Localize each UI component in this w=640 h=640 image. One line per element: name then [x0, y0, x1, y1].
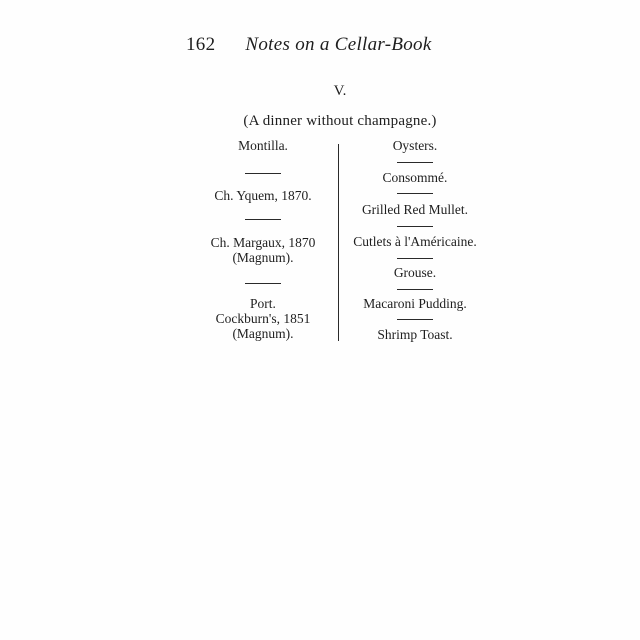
wine-item — [196, 296, 330, 341]
wine-item — [196, 235, 330, 265]
menu-note: (A dinner without champagne.) — [243, 113, 437, 129]
dish-separator — [397, 162, 433, 163]
page-number: 162 — [186, 34, 216, 55]
wine-item — [196, 138, 330, 153]
dish-item: Consommé. — [382, 170, 448, 185]
wine-item — [196, 188, 330, 203]
wine-separator — [245, 173, 281, 174]
book-title: Notes on a Cellar-Book — [245, 34, 432, 55]
dish-item: Macaroni Pudding. — [363, 296, 467, 311]
dish-item: Cutlets à l'Américaine. — [353, 234, 477, 249]
wine-separator — [245, 219, 281, 220]
wine-line: Port. — [250, 296, 276, 311]
running-head — [186, 34, 432, 56]
dish-separator — [397, 258, 433, 259]
wine-line: Cockburn's, 1851 — [215, 311, 311, 326]
dish-item: Shrimp Toast. — [377, 327, 453, 342]
wine-line: (Magnum). — [232, 250, 294, 265]
dish-item: Grouse. — [393, 265, 437, 280]
wine-separator — [245, 283, 281, 284]
column-divider — [338, 144, 339, 341]
dish-item: Oysters. — [392, 138, 438, 153]
wine-line: (Magnum). — [232, 326, 294, 341]
dish-item: Grilled Red Mullet. — [361, 202, 469, 217]
dish-separator — [397, 319, 433, 320]
wine-line: Ch. Yquem, 1870. — [214, 188, 312, 203]
section-number: V. — [333, 83, 347, 99]
wine-line: Ch. Margaux, 1870 — [210, 235, 316, 250]
dish-separator — [397, 226, 433, 227]
wine-line: Montilla. — [238, 138, 288, 153]
dish-separator — [397, 193, 433, 194]
dish-separator — [397, 289, 433, 290]
